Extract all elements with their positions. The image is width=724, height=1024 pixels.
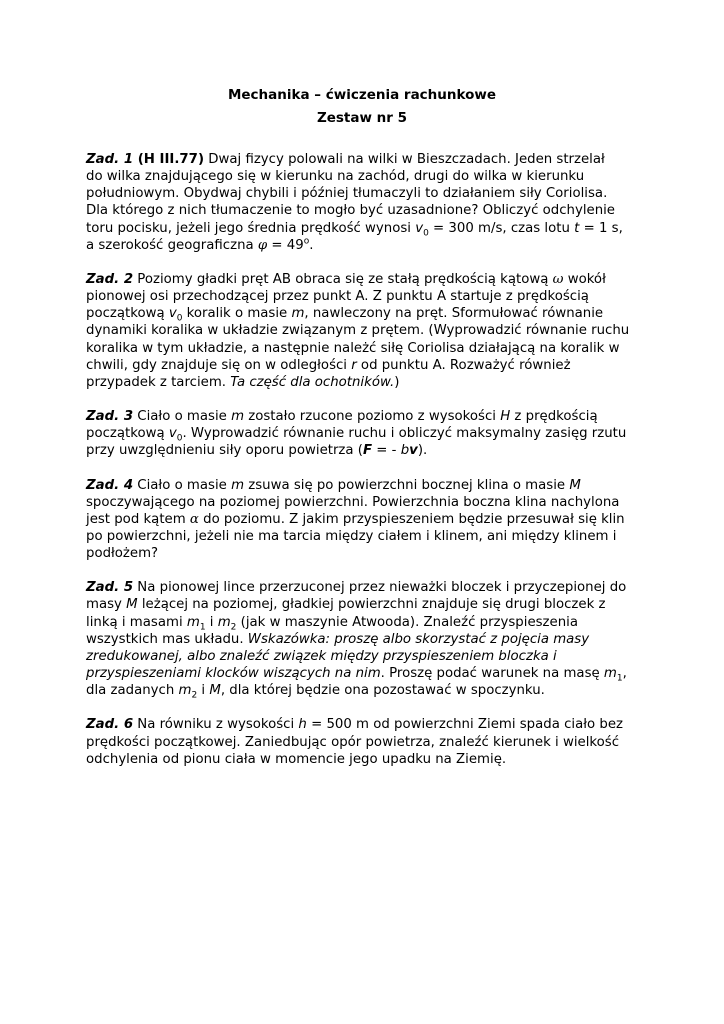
text-run: pionowej osi przechodzącej przez punkt A. Z punktu A startuje z prędkością (86, 289, 589, 305)
subscript: 0 (176, 433, 183, 444)
problem-line (86, 357, 646, 374)
text-run: wszystkich mas układu. (86, 631, 248, 647)
text-run: M (209, 683, 221, 699)
text-run: . (309, 237, 314, 253)
greek-symbol: α (189, 511, 199, 527)
text-run: Dwaj fizycy polowali na wilki w Bieszczadach. Jeden strzelał (204, 152, 605, 167)
problem-line (86, 442, 646, 459)
text-run: Dla którego z nich tłumaczenie to mogło być uzasadnione? Obliczyć odchylenie (86, 203, 615, 219)
text-run: M (569, 477, 581, 493)
greek-symbol: φ (257, 237, 268, 253)
text-run: (H III.77) (133, 152, 205, 167)
text-run: = - (372, 443, 401, 459)
text-run: Ciało o masie (133, 409, 232, 425)
text-run: = 500 m od powierzchni Ziemi spada ciało bez (306, 717, 623, 733)
text-run: m (217, 614, 231, 630)
text-run: po powierzchni, jeżeli nie ma tarcia między ciałem i klinem, ani między klinem i (86, 528, 617, 544)
text-run: z prędkością (510, 409, 598, 425)
text-run: prędkości początkowej. Zaniedbując opór powietrza, znaleźć kierunek i wielkość (86, 734, 619, 750)
subscript: 2 (230, 622, 237, 633)
text-run: dynamiki koralika w układzie związanym z prętem. (Wyprowadzić równanie ruchu (86, 323, 630, 339)
problem-2 (86, 271, 646, 391)
text-run: m (186, 614, 200, 630)
problem-label: Zad. 6 (86, 717, 134, 733)
problem-4 (86, 477, 646, 563)
problem-label: Zad. 3 (86, 409, 134, 425)
text-run: v (168, 426, 177, 442)
text-run: M (126, 597, 138, 613)
text-run: m (178, 683, 192, 699)
document-title: Mechanika – ćwiczenia rachunkowe (227, 87, 497, 103)
problem-line (86, 734, 646, 751)
subscript: 0 (423, 228, 429, 239)
text-run: początkową (86, 306, 169, 322)
text-run: wokół (563, 271, 606, 287)
text-run: = 49 (267, 237, 304, 253)
problem-line (86, 682, 646, 699)
text-run: F (362, 443, 373, 459)
text-run: leżącej na poziomej, gładkiej powierzchni znajduje się drugi bloczek z (137, 597, 606, 613)
problem-line (86, 185, 646, 202)
subscript: 2 (191, 690, 198, 701)
text-run: spoczywającego na poziomej powierzchni. Powierzchnia boczna klina nachylona (86, 494, 620, 510)
problem-line (86, 511, 646, 528)
problem-5 (86, 579, 646, 699)
problem-line (86, 751, 646, 768)
text-run: Wskazówka: proszę albo skorzystać z pojęcia masy (247, 631, 590, 647)
problem-label: Zad. 5 (86, 580, 134, 596)
text-run: t (574, 220, 580, 236)
text-run: Na równiku z wysokości (133, 717, 299, 733)
text-run: linką i masami (86, 614, 187, 630)
text-run: południowym. Obydwaj chybili i później tłumaczyli to działaniem siły Coriolisa. (86, 186, 608, 202)
text-run: koralik o masie (182, 306, 292, 322)
subscript: 1 (616, 673, 623, 684)
text-run: a szerokość geograficzna (86, 237, 258, 253)
problem-line (86, 545, 646, 562)
problem-line (86, 168, 646, 185)
text-run: , nawleczony na pręt. Sformułować równanie (304, 306, 604, 322)
text-run: zredukowanej, albo znaleźć związek między przyspieszeniem bloczka i (86, 648, 557, 664)
text-run: ) (394, 374, 400, 390)
text-run: . Wyprowadzić równanie ruchu i obliczyć maksymalny zasięg rzutu (182, 426, 627, 442)
text-run: chwili, gdy znajduje się on w odległości (86, 357, 352, 373)
text-run: przyspieszeniami klocków wiszących na nim (86, 666, 381, 682)
text-run: m (231, 409, 245, 425)
problem-6 (86, 716, 646, 767)
text-run: przy uwzględnieniu siły oporu powietrza ( (86, 443, 363, 459)
problem-line (86, 665, 646, 682)
problem-line (86, 631, 646, 648)
text-run: m (603, 666, 617, 682)
problem-line (86, 596, 646, 613)
problem-label: Zad. 4 (86, 477, 134, 493)
text-run: i (205, 614, 218, 630)
text-run: v (168, 306, 177, 322)
problem-line (86, 271, 646, 288)
text-run: b (400, 443, 410, 459)
text-run: do poziomu. Z jakim przyspieszeniem będzie przesuwał się klin (198, 511, 625, 527)
text-run: Ta część dla ochotników. (230, 374, 395, 390)
text-run: , (622, 666, 627, 682)
problem-line (86, 614, 646, 631)
problem-1 (86, 151, 646, 254)
problem-line (86, 151, 646, 168)
problem-line (86, 288, 646, 305)
text-run: Na pionowej lince przerzuconej przez nieważki bloczek i przyczepionej do (133, 580, 627, 596)
problem-line (86, 374, 646, 391)
text-run: zsuwa się po powierzchni bocznej klina o masie (244, 477, 570, 493)
problem-line (86, 477, 646, 494)
text-run: jest pod kątem (86, 511, 190, 527)
text-run: koralika w tym układzie, a następnie należć siłę Coriolisa działającą na koralik w (86, 340, 620, 356)
problem-3 (86, 408, 646, 459)
text-run: v (409, 443, 418, 459)
text-run: przypadek z tarciem. (86, 374, 231, 390)
text-run: H (500, 409, 511, 425)
problem-label: Zad. 1 (86, 152, 134, 167)
text-run: dla zadanych (86, 683, 179, 699)
text-run: (jak w maszynie Atwooda). Znaleźć przyspieszenia (236, 614, 578, 630)
problem-line (86, 237, 646, 254)
problem-line (86, 528, 646, 545)
text-run: m (291, 306, 305, 322)
problem-line (86, 494, 646, 511)
problem-list (86, 151, 646, 785)
problem-line (86, 716, 646, 733)
text-run: ). (417, 443, 428, 459)
text-run: , dla której będzie ona pozostawać w spoczynku. (220, 683, 545, 699)
greek-symbol: ω (552, 271, 564, 287)
problem-line (86, 340, 646, 357)
text-run: r (351, 357, 357, 373)
text-run: = 300 m/s, czas lotu (428, 220, 575, 236)
document-subtitle: Zestaw nr 5 (316, 110, 408, 126)
problem-line (86, 425, 646, 442)
subscript: 1 (199, 622, 206, 633)
text-run: toru pocisku, jeżeli jego średnia prędkość wynosi (86, 220, 416, 236)
text-run: Poziomy gładki pręt AB obraca się ze stałą prędkością kątową (133, 271, 553, 287)
problem-line (86, 322, 646, 339)
superscript: o (303, 236, 310, 247)
text-run: podłożem? (86, 546, 159, 562)
text-run: początkową (86, 426, 169, 442)
problem-line (86, 220, 646, 237)
text-run: = 1 s, (579, 220, 623, 236)
text-run: masy (86, 597, 127, 613)
problem-line (86, 579, 646, 596)
text-run: m (231, 477, 245, 493)
problem-line (86, 202, 646, 219)
text-run: h (298, 717, 307, 733)
text-run: od punktu A. Rozważyć również (356, 357, 571, 373)
problem-label: Zad. 2 (86, 271, 134, 287)
text-run: i (197, 683, 210, 699)
subscript: 0 (176, 313, 183, 324)
text-run: . Proszę podać warunek na masę (380, 666, 604, 682)
problem-line (86, 305, 646, 322)
text-run: odchylenia od pionu ciała w momencie jego upadku na Ziemię. (86, 751, 507, 767)
text-run: zostało rzucone poziomo z wysokości (244, 409, 501, 425)
problem-line (86, 408, 646, 425)
problem-line (86, 648, 646, 665)
text-run: Ciało o masie (133, 477, 232, 493)
text-run: v (415, 220, 424, 236)
text-run: do wilka znajdującego się w kierunku na zachód, drugi do wilka w kierunku (86, 169, 585, 185)
